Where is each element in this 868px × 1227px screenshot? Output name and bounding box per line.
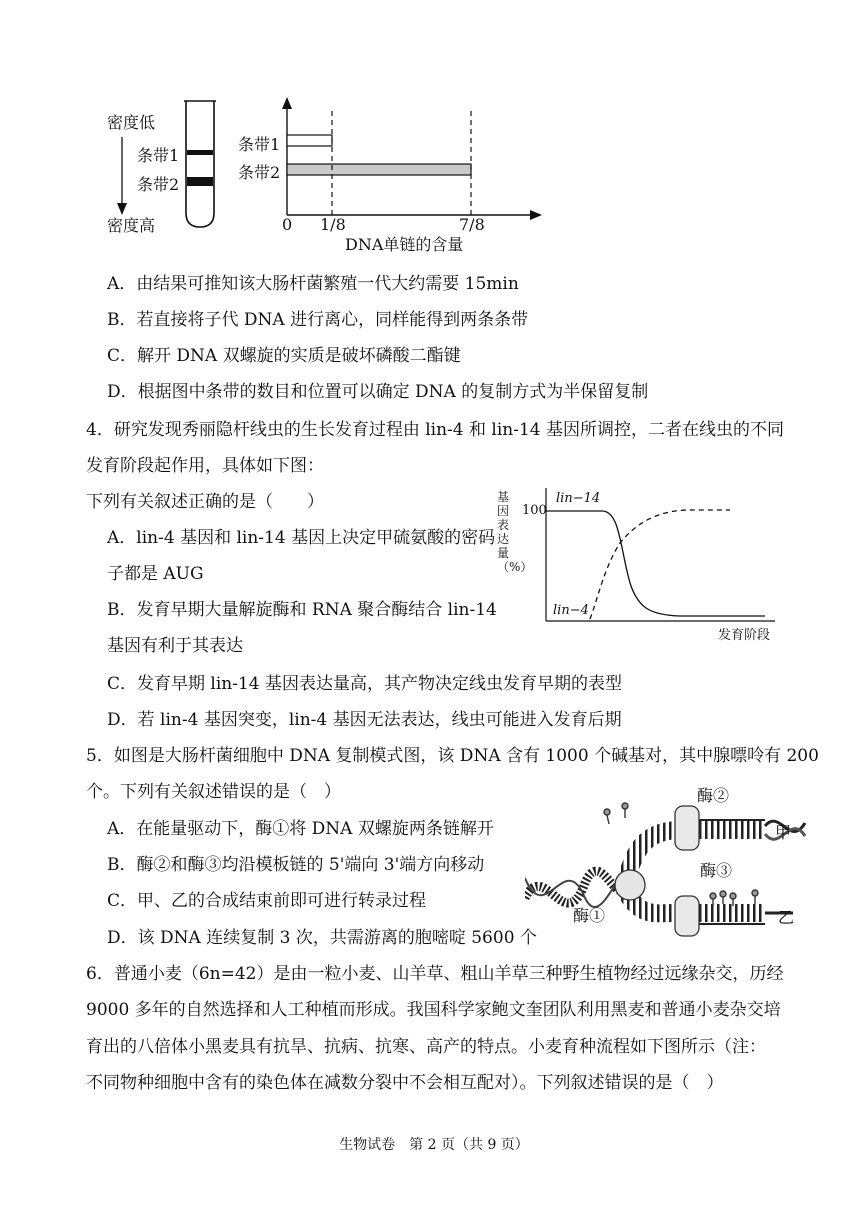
label-jia: 甲 [775, 823, 792, 842]
tube-band2 [187, 177, 213, 186]
expression-y-tick-100: 100 [522, 503, 547, 518]
q4-stem-line3: 下列有关叙述正确的是（ ） [86, 492, 324, 512]
q4-option-d: D．若 lin-4 基因突变，lin-4 基因无法表达，线虫可能进入发育后期 [107, 710, 622, 730]
lin14-curve [546, 511, 765, 616]
bar2-label: 条带2 [238, 163, 281, 182]
q4-option-a-line2: 子都是 AUG [107, 564, 204, 584]
tube-band1-label: 条带1 [137, 146, 180, 165]
x-zero-label: 0 [282, 215, 293, 234]
bar-band2 [287, 164, 471, 175]
q6-line3: 育出的八倍体小黑麦具有抗旱、抗病、抗寒、高产的特点。小麦育种流程如下图所示（注： [86, 1037, 766, 1057]
q5-stem-line1: 5．如图是大肠杆菌细胞中 DNA 复制模式图，该 DNA 含有 1000 个碱基对，其中腺嘌呤有 200 [86, 746, 819, 766]
q3-option-d: D．根据图中条带的数目和位置可以确定 DNA 的复制方式为半保留复制 [107, 382, 649, 402]
q4-option-c: C．发育早期 lin-14 基因表达量高，其产物决定线虫发育早期的表型 [107, 674, 623, 694]
tube-bottom-label: 密度高 [107, 216, 156, 235]
series-label-lin4: lin−4 [553, 603, 589, 618]
q4-stem-line2: 发育阶段起作用，具体如下图： [86, 456, 324, 476]
tube-top-label: 密度低 [107, 113, 156, 132]
centrifuge-tube-figure [100, 95, 230, 235]
q4-stem-line1: 4．研究发现秀丽隐杆线虫的生长发育过程由 lin-4 和 lin-14 基因所调控，二者在线虫的不同 [86, 420, 785, 440]
page-footer: 生物试卷 第 2 页（共 9 页） [339, 1137, 529, 1153]
enzyme1-helicase [615, 870, 645, 900]
label-enzyme1: 酶① [573, 906, 606, 925]
tube-band2-label: 条带2 [137, 175, 180, 194]
enzyme3 [675, 896, 699, 936]
expression-y-label: 基因表达量（%） [497, 490, 533, 574]
series-label-lin14: lin−14 [556, 491, 601, 506]
lin4-curve [590, 510, 730, 619]
label-enzyme3: 酶③ [700, 861, 733, 880]
gene-expression-chart [540, 488, 780, 628]
q6-line1: 6．普通小麦（6n=42）是由一粒小麦、山羊草、粗山羊草三种野生植物经过远缘杂交，历经 [86, 964, 784, 984]
q5-option-b: B．酶②和酶③均沿模板链的 5'端向 3'端方向移动 [107, 855, 485, 875]
bar-band1 [287, 135, 332, 146]
q6-line4: 不同物种细胞中含有的染色体在减数分裂中不会相互配对）。下列叙述错误的是（ ） [86, 1073, 724, 1093]
label-enzyme2: 酶② [697, 786, 730, 805]
dna-content-bar-chart [270, 95, 550, 225]
q5-option-d: D．该 DNA 连续复制 3 次，共需游离的胞嘧啶 5600 个 [107, 928, 537, 948]
q4-option-a-line1: A．lin-4 基因和 lin-14 基因上决定甲硫氨酸的密码 [107, 528, 496, 548]
q6-line2: 9000 多年的自然选择和人工种植而形成。我国科学家鲍文奎团队利用黑麦和普通小麦杂交培 [86, 1000, 781, 1020]
q5-option-c: C．甲、乙的合成结束前即可进行转录过程 [107, 891, 427, 911]
q5-stem-line2: 个。下列有关叙述错误的是（ ） [86, 782, 341, 802]
q5-option-a: A．在能量驱动下，酶①将 DNA 双螺旋两条链解开 [107, 819, 494, 839]
tube-band1 [187, 150, 213, 155]
q4-option-b-line1: B．发育早期大量解旋酶和 RNA 聚合酶结合 lin-14 [107, 600, 497, 620]
x-tick-1-8: 1/8 [320, 215, 346, 234]
q4-option-b-line2: 基因有利于其表达 [107, 636, 243, 656]
q3-option-c: C．解开 DNA 双螺旋的实质是破坏磷酸二酯键 [107, 346, 461, 366]
expression-x-label: 发育阶段 [718, 628, 771, 643]
enzyme2 [675, 806, 699, 850]
q3-option-b: B．若直接将子代 DNA 进行离心，同样能得到两条条带 [107, 310, 529, 330]
label-yi: 乙 [778, 908, 795, 927]
x-tick-7-8: 7/8 [459, 215, 485, 234]
x-axis-title: DNA单链的含量 [345, 235, 464, 254]
bar1-label: 条带1 [238, 135, 281, 154]
q3-option-a: A．由结果可推知该大肠杆菌繁殖一代大约需要 15min [107, 274, 519, 294]
